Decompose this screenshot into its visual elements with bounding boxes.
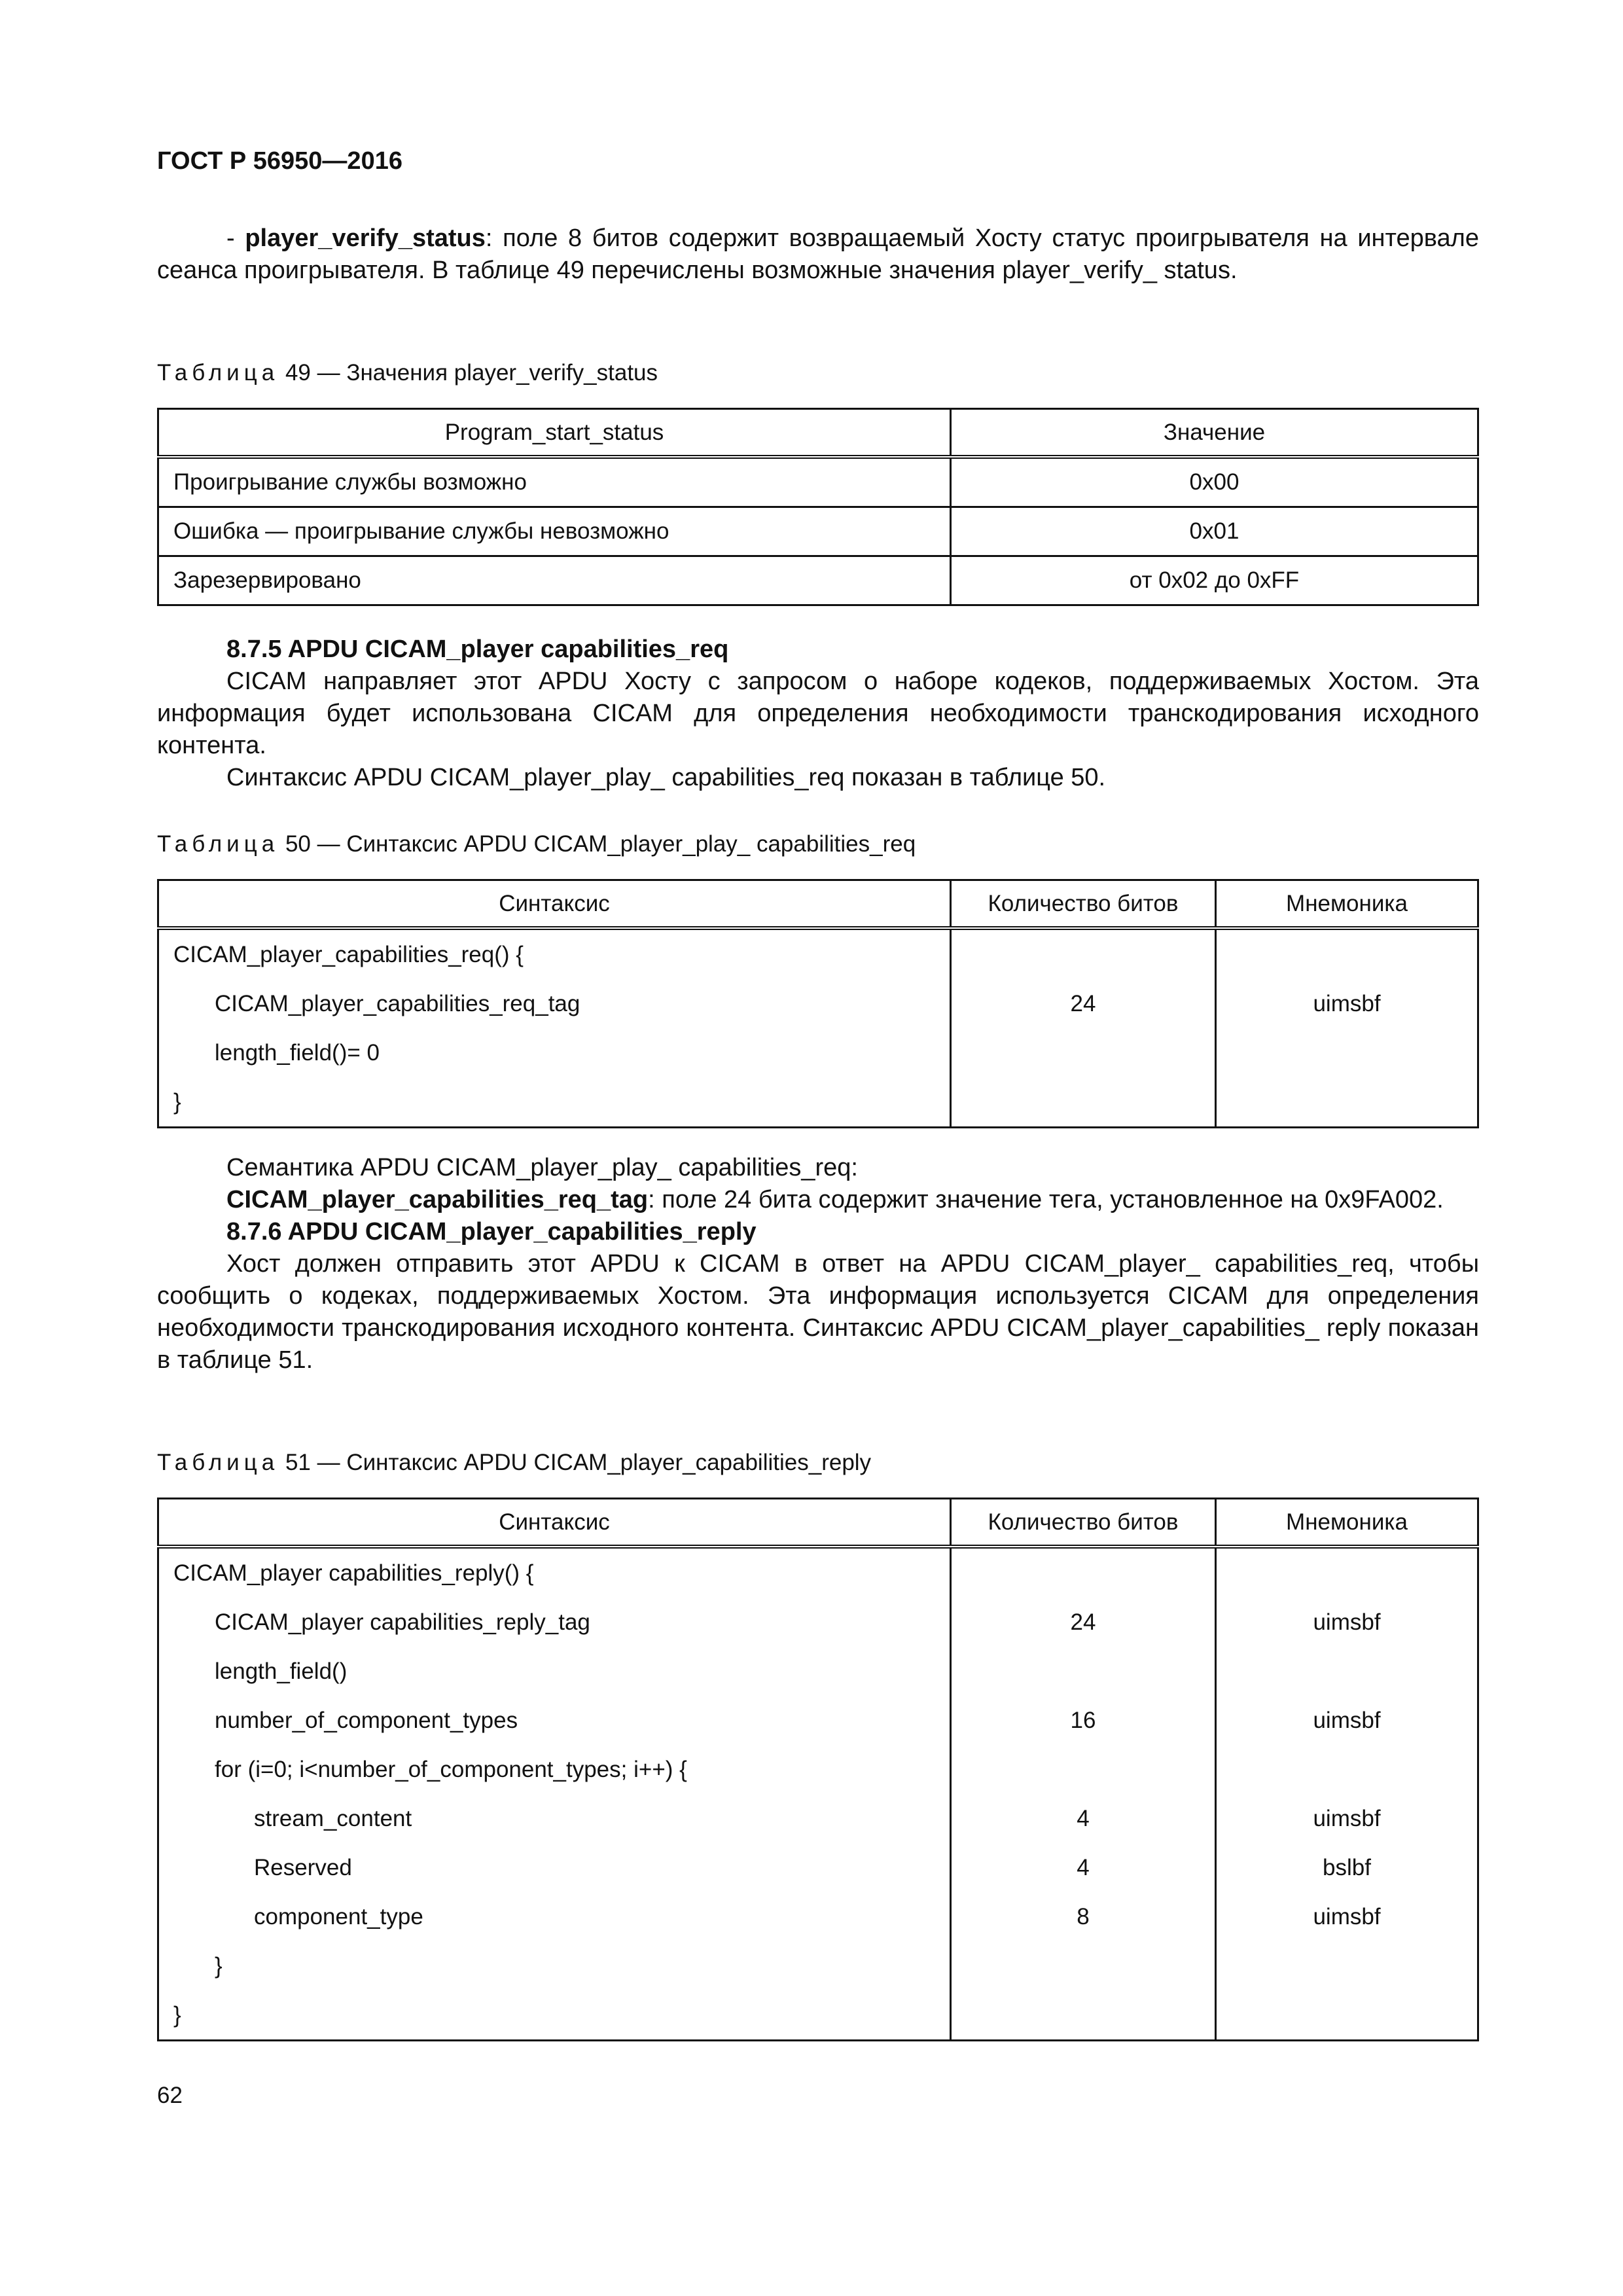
bits-cell (951, 1077, 1216, 1128)
syntax-cell: CICAM_player capabilities_reply() { (173, 1560, 534, 1586)
term-req-tag: CICAM_player_capabilities_req_tag (226, 1186, 649, 1213)
mnemonic-cell (1216, 1941, 1478, 1990)
table-header-cell: Синтаксис (158, 880, 951, 929)
table50-caption: Таблица 50 — Синтаксис APDU CICAM_player_play_ capabilities_req (157, 831, 916, 857)
table-row (158, 928, 1478, 979)
table-row (158, 979, 1478, 1028)
paragraph: CICAM направляет этот APDU Хосту с запросом о наборе кодеков, поддерживаемых Хостом. Эта информация будет использована CICAM для определения необходимости транскодирования исходного контента. (157, 668, 1479, 759)
table51 (157, 1498, 1479, 2041)
mnemonic-cell: uimsbf (1216, 1696, 1478, 1745)
table-cell: Ошибка — проигрывание службы невозможно (158, 507, 951, 556)
table-header-row (158, 409, 1478, 457)
syntax-cell: CICAM_player capabilities_reply_tag (215, 1609, 590, 1635)
table-header-cell: Program_start_status (158, 409, 951, 457)
syntax-cell: stream_content (254, 1805, 412, 1831)
bits-cell (951, 1745, 1216, 1794)
mnemonic-cell: bslbf (1216, 1843, 1478, 1892)
syntax-cell: number_of_component_types (215, 1707, 518, 1733)
syntax-cell: } (173, 2001, 181, 2028)
bits-cell: 16 (951, 1696, 1216, 1745)
table-cell: 0x01 (951, 507, 1478, 556)
page-number: 62 (157, 2083, 183, 2108)
intro-paragraph: - player_verify_status: поле 8 битов содержит возвращаемый Хосту статус проигрывателя на интервале сеанса проигрывателя. В таблице 49 перечислены возможные значения player_verify_ status. (157, 224, 1479, 284)
bits-cell: 24 (951, 1598, 1216, 1647)
table-cell: Зарезервировано (173, 567, 361, 593)
mnemonic-cell (1216, 928, 1478, 979)
mnemonic-cell (1216, 1745, 1478, 1794)
table-row (158, 1547, 1478, 1598)
document-header: ГОСТ Р 56950—2016 (157, 147, 402, 175)
bits-cell (951, 1547, 1216, 1598)
table-row (158, 507, 1478, 556)
mnemonic-cell (1216, 1028, 1478, 1077)
mnemonic-cell: uimsbf (1216, 979, 1478, 1028)
syntax-cell: Reserved (254, 1854, 352, 1880)
table-row (158, 1077, 1478, 1128)
table49-caption: Таблица 49 — Значения player_verify_status (157, 360, 658, 386)
semantics-block (157, 1152, 1479, 1376)
syntax-cell: for (i=0; i<number_of_component_types; i++) { (215, 1756, 687, 1782)
table-row (158, 1990, 1478, 2041)
table-header-row (158, 880, 1478, 929)
table49 (157, 408, 1479, 606)
table50 (157, 879, 1479, 1128)
paragraph: CICAM_player_capabilities_req_tag: поле 24 бита содержит значение тега, установленное на 0x9FA002. (226, 1186, 1444, 1213)
table-cell: Проигрывание службы возможно (158, 457, 951, 507)
bits-cell (951, 928, 1216, 979)
table-row (158, 556, 1478, 605)
mnemonic-cell: uimsbf (1216, 1892, 1478, 1941)
section-8-7-5 (157, 634, 1479, 794)
table-header-cell: Количество битов (951, 880, 1216, 929)
table-row (158, 1794, 1478, 1843)
bits-cell: 4 (951, 1794, 1216, 1843)
paragraph: Хост должен отправить этот APDU к CICAM в ответ на APDU CICAM_player_ capabilities_req, чтобы сообщить о кодеках, поддерживаемых Хостом. Эта информация используется CICAM для определения необходимости транскодирования исходного контента. Синтаксис APDU CICAM_player_capabilities_ reply показан в таблице 51. (157, 1250, 1479, 1374)
table-header-cell: Значение (951, 409, 1478, 457)
table-cell: от 0x02 до 0xFF (951, 556, 1478, 605)
table-row (158, 1028, 1478, 1077)
section-heading: 8.7.5 APDU CICAM_player capabilities_req (226, 636, 729, 663)
mnemonic-cell (1216, 1077, 1478, 1128)
mnemonic-cell (1216, 1547, 1478, 1598)
table-row (158, 1647, 1478, 1696)
bits-cell: 4 (951, 1843, 1216, 1892)
table-header-row (158, 1499, 1478, 1547)
syntax-cell: CICAM_player_capabilities_req_tag (215, 990, 580, 1016)
paragraph: Семантика APDU CICAM_player_play_ capabilities_req: (226, 1154, 858, 1181)
table-row (158, 1745, 1478, 1794)
table-cell: 0x00 (951, 457, 1478, 507)
table-header-cell: Мнемоника (1216, 1499, 1478, 1547)
mnemonic-cell: uimsbf (1216, 1598, 1478, 1647)
table-header-cell: Синтаксис (158, 1499, 951, 1547)
table-row (158, 1941, 1478, 1990)
paragraph: Синтаксис APDU CICAM_player_play_ capabilities_req показан в таблице 50. (226, 764, 1106, 791)
table-row (158, 1696, 1478, 1745)
table-header-cell: Мнемоника (1216, 880, 1478, 929)
mnemonic-cell (1216, 1647, 1478, 1696)
syntax-cell: } (215, 1952, 223, 1979)
mnemonic-cell (1216, 1990, 1478, 2041)
term-player-verify-status: player_verify_status (245, 224, 486, 252)
bits-cell (951, 1028, 1216, 1077)
bits-cell (951, 1941, 1216, 1990)
syntax-cell: length_field()= 0 (215, 1039, 380, 1066)
table-row (158, 457, 1478, 507)
table-row (158, 1892, 1478, 1941)
table-header-cell: Количество битов (951, 1499, 1216, 1547)
table-row (158, 1843, 1478, 1892)
bits-cell: 24 (951, 979, 1216, 1028)
syntax-cell: component_type (254, 1903, 423, 1929)
mnemonic-cell: uimsbf (1216, 1794, 1478, 1843)
table-row (158, 1598, 1478, 1647)
bits-cell (951, 1647, 1216, 1696)
section-heading: 8.7.6 APDU CICAM_player_capabilities_reply (226, 1218, 757, 1246)
syntax-cell: length_field() (215, 1658, 348, 1684)
syntax-cell: CICAM_player_capabilities_req() { (173, 941, 524, 967)
bits-cell: 8 (951, 1892, 1216, 1941)
syntax-cell: } (173, 1088, 181, 1115)
table51-caption: Таблица 51 — Синтаксис APDU CICAM_player_capabilities_reply (157, 1450, 872, 1475)
bits-cell (951, 1990, 1216, 2041)
